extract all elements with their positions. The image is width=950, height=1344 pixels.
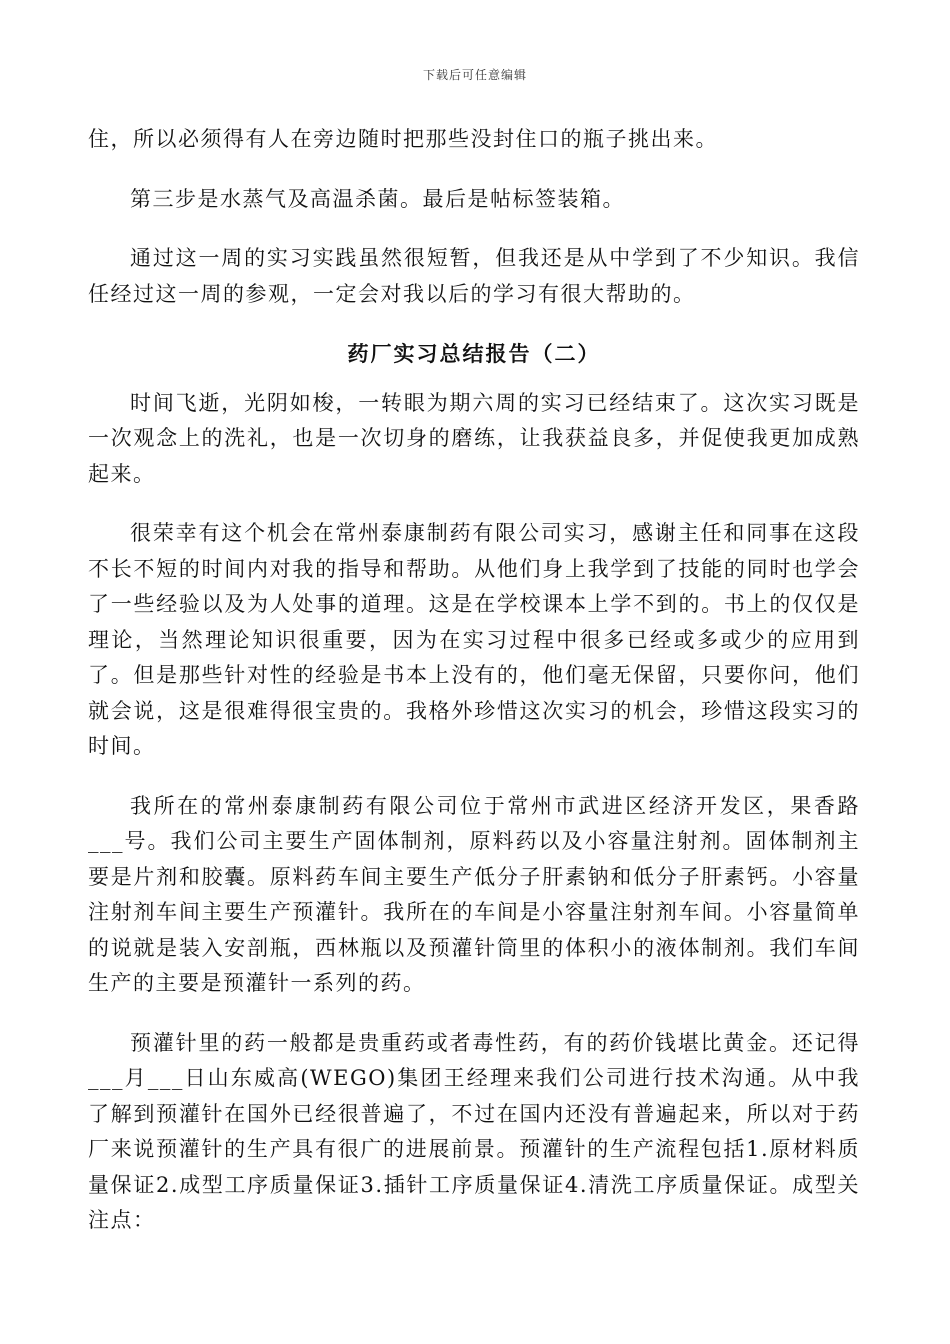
paragraph-continuation: 住，所以必须得有人在旁边随时把那些没封住口的瓶子挑出来。 <box>88 127 718 151</box>
paragraph-intro: 时间飞逝，光阴如梭，一转眼为期六周的实习已经结束了。这次实习既是一次观念上的洗礼，也是一次切身的磨练，让我获益良多，并促使我更加成熟起来。 <box>88 390 860 486</box>
header-note: 下载后可任意编辑 <box>422 68 527 82</box>
paragraph-gratitude: 很荣幸有这个机会在常州泰康制药有限公司实习，感谢主任和同事在这段不长不短的时间内对我的指导和帮助。从他们身上我学到了技能的同时也学会了一些经验以及为人处事的道理。这是在学校课本上学不到的。书上的仅仅是理论，当然理论知识很重要，因为在实习过程中很多已经或多或少的应用到了。但是那些针对性的经验是书本上没有的，他们毫无保留，只要你问，他们就会说，这是很难得很宝贵的。我格外珍惜这次实习的机会，珍惜这段实习的时间。 <box>88 521 860 758</box>
paragraph-conclusion: 通过这一周的实习实践虽然很短暂，但我还是从中学到了不少知识。我信任经过这一周的参观，一定会对我以后的学习有很大帮助的。 <box>88 246 860 306</box>
paragraph-prefilled-syringe: 预灌针里的药一般都是贵重药或者毒性药，有的药价钱堪比黄金。还记得___月___日山东威高(WEGO)集团王经理来我们公司进行技术沟通。从中我了解到预灌针在国外已经很普遍了，不过在国内还没有普遍起来，所以对于药厂来说预灌针的生产具有很广的进展前景。预灌针的生产流程包括1.原材料质量保证2.成型工序质量保证3.插针工序质量保证4.清洗工序质量保证。成型关注点： <box>88 1030 860 1232</box>
paragraph-company: 我所在的常州泰康制药有限公司位于常州市武进区经济开发区，果香路___号。我们公司主要生产固体制剂，原料药以及小容量注射剂。固体制剂主要是片剂和胶囊。原料药车间主要生产低分子肝素钠和低分子肝素钙。小容量注射剂车间主要生产预灌针。我所在的车间是小容量注射剂车间。小容量简单的说就是装入安剖瓶，西林瓶以及预灌针筒里的体积小的液体制剂。我们车间生产的主要是预灌针一系列的药。 <box>88 793 860 995</box>
section-title: 药厂实习总结报告（二） <box>347 341 601 366</box>
document-body <box>88 122 860 1263</box>
paragraph-step-three: 第三步是水蒸气及高温杀菌。最后是帖标签装箱。 <box>130 186 625 211</box>
